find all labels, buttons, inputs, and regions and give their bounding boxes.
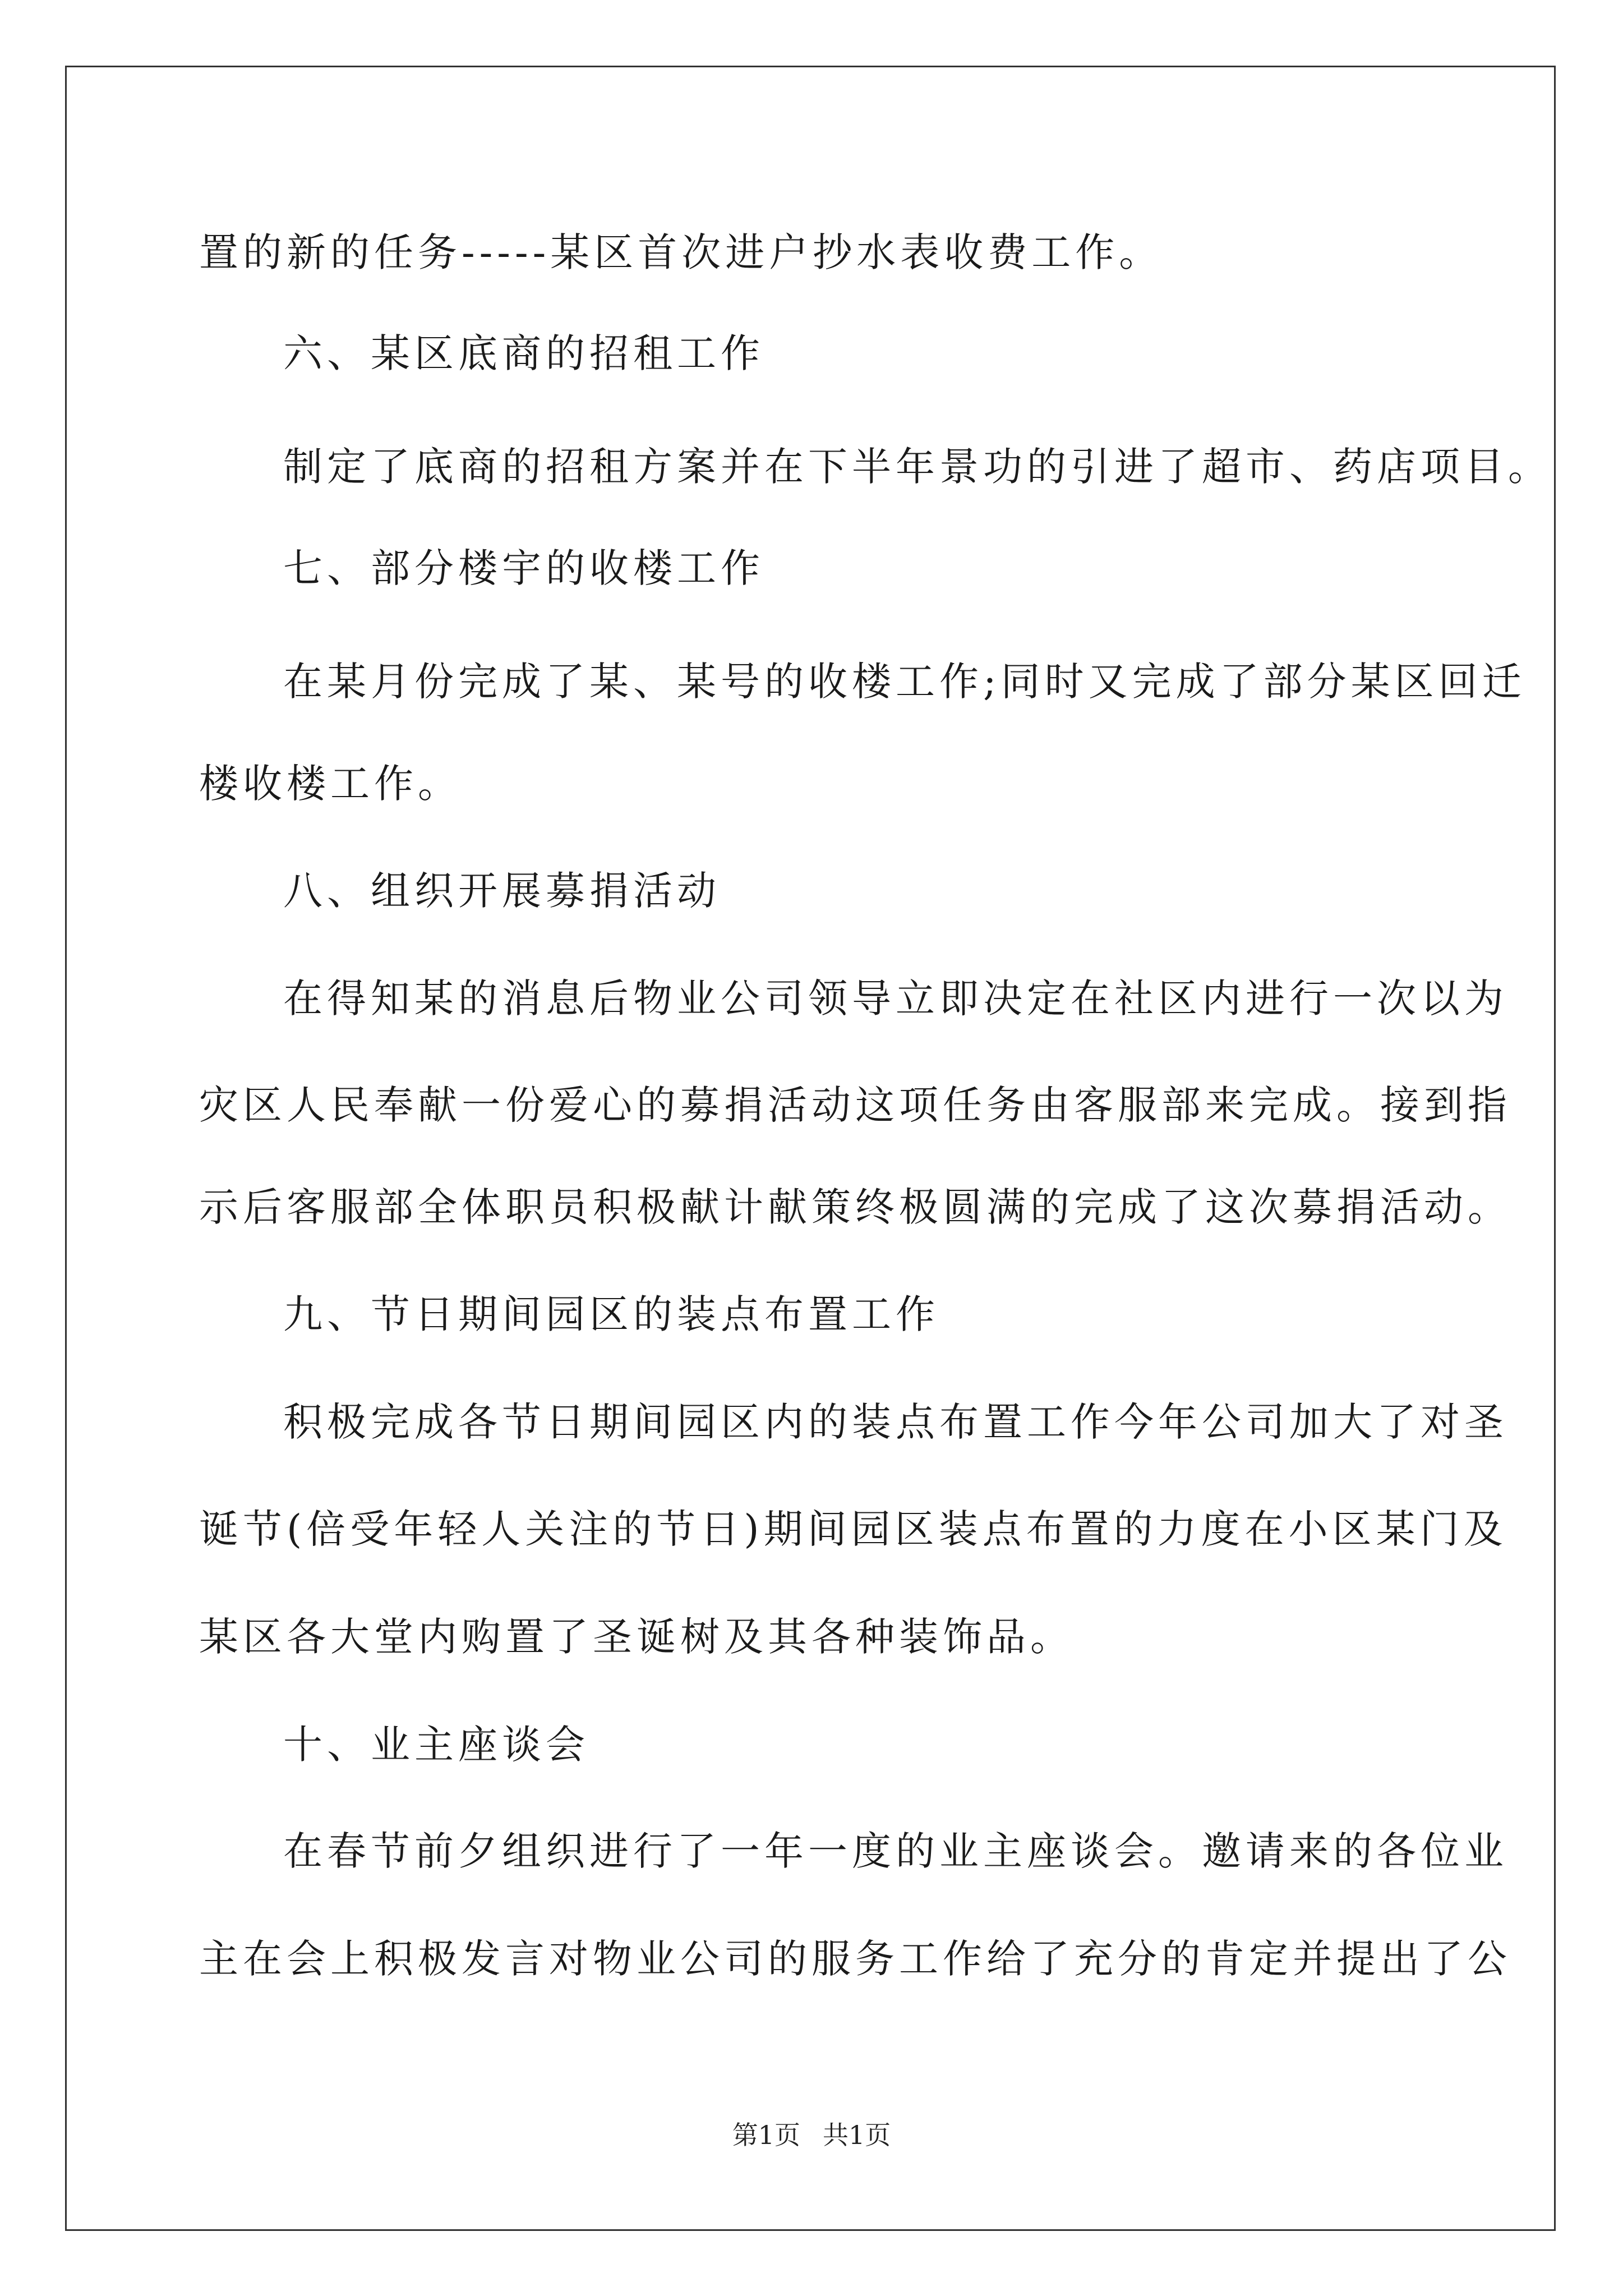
paragraph-line: 积极完成各节日期间园区内的装点布置工作今年公司加大了对圣 bbox=[283, 1399, 1508, 1445]
section-heading: 六、某区底商的招租工作 bbox=[283, 330, 764, 376]
paragraph-line: 主在会上积极发言对物业公司的服务工作给了充分的肯定并提出了公 bbox=[199, 1936, 1511, 1982]
paragraph-line: 置的新的任务-----某区首次进户抄水表收费工作。 bbox=[199, 229, 1163, 275]
page-footer bbox=[0, 2122, 1623, 2148]
section-heading: 八、组织开展募捐活动 bbox=[283, 868, 721, 914]
paragraph-line: 制定了底商的招租方案并在下半年景功的引进了超市、药店项目。 bbox=[283, 444, 1552, 490]
paragraph-line: 在某月份完成了某、某号的收楼工作;同时又完成了部分某区回迁 bbox=[283, 659, 1526, 705]
section-heading: 九、节日期间园区的装点布置工作 bbox=[283, 1291, 939, 1337]
section-heading: 七、部分楼宇的收楼工作 bbox=[283, 545, 764, 591]
paragraph-line: 在得知某的消息后物业公司领导立即决定在社区内进行一次以为 bbox=[283, 976, 1508, 1022]
paragraph-line: 灾区人民奉献一份爱心的募捐活动这项任务由客服部来完成。接到指 bbox=[199, 1082, 1511, 1128]
page-border bbox=[65, 66, 1556, 2231]
paragraph-line: 诞节(倍受年轻人关注的节日)期间园区装点布置的力度在小区某门及 bbox=[199, 1506, 1507, 1552]
paragraph-line: 某区各大堂内购置了圣诞树及其各种装饰品。 bbox=[199, 1614, 1074, 1660]
page-number: 第1页 bbox=[732, 2120, 800, 2150]
paragraph-line: 楼收楼工作。 bbox=[199, 761, 462, 807]
page-count: 共1页 bbox=[823, 2120, 891, 2150]
paragraph-line: 示后客服部全体职员积极献计献策终极圆满的完成了这次募捐活动。 bbox=[199, 1184, 1511, 1230]
section-heading: 十、业主座谈会 bbox=[283, 1722, 589, 1768]
paragraph-line: 在春节前夕组织进行了一年一度的业主座谈会。邀请来的各位业 bbox=[283, 1828, 1508, 1874]
